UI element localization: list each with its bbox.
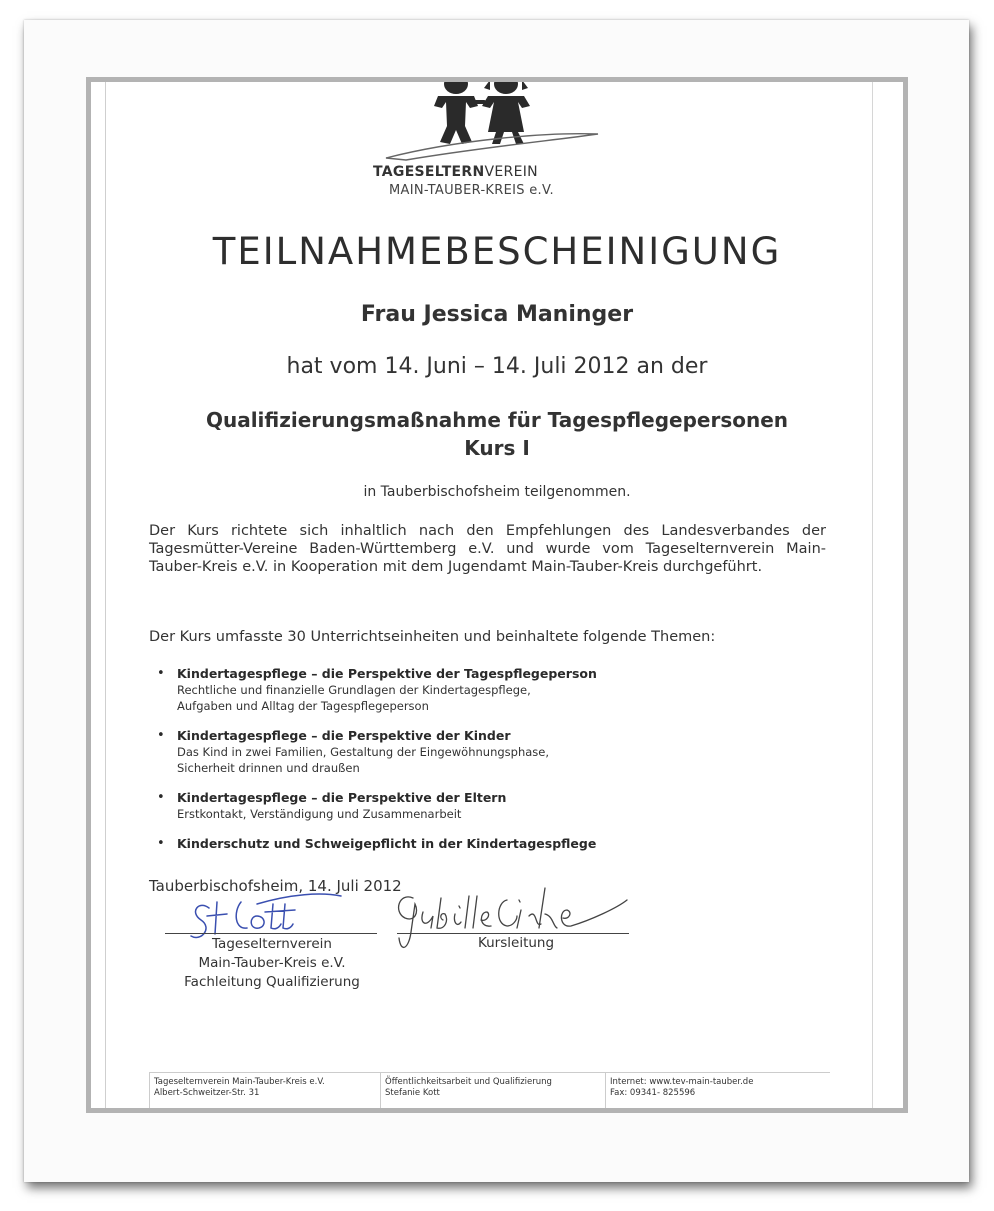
footer-contact — [380, 1073, 552, 1113]
course-period: hat vom 14. Juni – 14. Juli 2012 an der — [286, 354, 708, 379]
topic-detail: Das Kind in zwei Familien, Gestaltung der Eingewöhnungsphase, — [177, 745, 550, 759]
place-date: Tauberbischofsheim, 14. Juli 2012 — [149, 877, 402, 895]
footer — [149, 1072, 830, 1113]
signer-left-org: Tageselternverein — [212, 936, 332, 952]
footer-street: Albert-Schweitzer-Str. 31 — [154, 1088, 260, 1098]
topics-list — [157, 666, 817, 866]
signer-right-role: Kursleitung — [477, 935, 555, 951]
footer-web — [605, 1073, 753, 1113]
bullet-icon: • — [157, 666, 165, 681]
footer-website: Internet: www.tev-main-tauber.de — [610, 1077, 754, 1087]
location-line: in Tauberbischofsheim teilgenommen. — [363, 484, 631, 500]
footer-department: Öffentlichkeitsarbeit und Qualifizierung — [385, 1077, 552, 1087]
topic-title: Kinderschutz und Schweigepflicht in der Kindertagespflege — [177, 836, 597, 851]
list-item — [157, 728, 817, 776]
recipient-name: Frau Jessica Maninger — [360, 302, 634, 327]
footer-fax: Fax: 09341- 825596 — [610, 1088, 696, 1098]
certificate-title: TEILNAHMEBESCHEINIGUNG — [212, 230, 782, 273]
children-logo-icon — [366, 77, 606, 164]
topic-title: Kindertagespflege – die Perspektive der Tagespflegeperson — [177, 666, 597, 681]
certificate-frame — [86, 77, 908, 1113]
bullet-icon: • — [157, 790, 165, 805]
topic-detail: Aufgaben und Alltag der Tagespflegeperson — [177, 699, 429, 713]
course-title: Qualifizierungsmaßnahme für Tagespflegepersonen — [205, 408, 789, 432]
topic-detail: Erstkontakt, Verständigung und Zusammenarbeit — [177, 807, 462, 821]
topics-intro: Der Kurs umfasste 30 Unterrichtseinheiten und beinhaltete folgende Themen: — [149, 629, 716, 645]
topic-title: Kindertagespflege – die Perspektive der Kinder — [177, 728, 511, 743]
topic-detail: Sicherheit drinnen und draußen — [177, 761, 360, 775]
bullet-icon: • — [157, 728, 165, 743]
signer-left-role: Fachleitung Qualifizierung — [184, 974, 360, 990]
footer-contact-name: Stefanie Kott — [385, 1088, 440, 1098]
list-item — [157, 666, 817, 714]
signer-left — [157, 935, 387, 992]
topic-title: Kindertagespflege – die Perspektive der Eltern — [177, 790, 507, 805]
bullet-icon: • — [157, 836, 165, 851]
course-level: Kurs I — [464, 436, 530, 460]
organization-region: MAIN-TAUBER-KREIS e.V. — [389, 183, 554, 198]
signature-line-left — [165, 933, 377, 934]
footer-org: Tageselternverein Main-Tauber-Kreis e.V. — [154, 1077, 325, 1087]
list-item — [157, 836, 817, 852]
signature-line-right — [397, 933, 629, 934]
list-item — [157, 790, 817, 822]
footer-address — [154, 1077, 325, 1099]
topic-detail: Rechtliche und finanzielle Grundlagen der Kindertagespflege, — [177, 683, 531, 697]
description-paragraph: Der Kurs richtete sich inhaltlich nach den Empfehlungen des Landesverbandes der Tagesmütter-Vereine Baden-Württemberg e.V. und wurde vom Tageselternverein Main-Tauber-Kreis e.V. in Kooperation mit dem Jugendamt Main-Tauber-Kreis durchgeführt. — [149, 523, 826, 575]
signer-left-region: Main-Tauber-Kreis e.V. — [198, 955, 346, 971]
organization-name: TAGESELTERNVEREIN — [373, 164, 538, 180]
